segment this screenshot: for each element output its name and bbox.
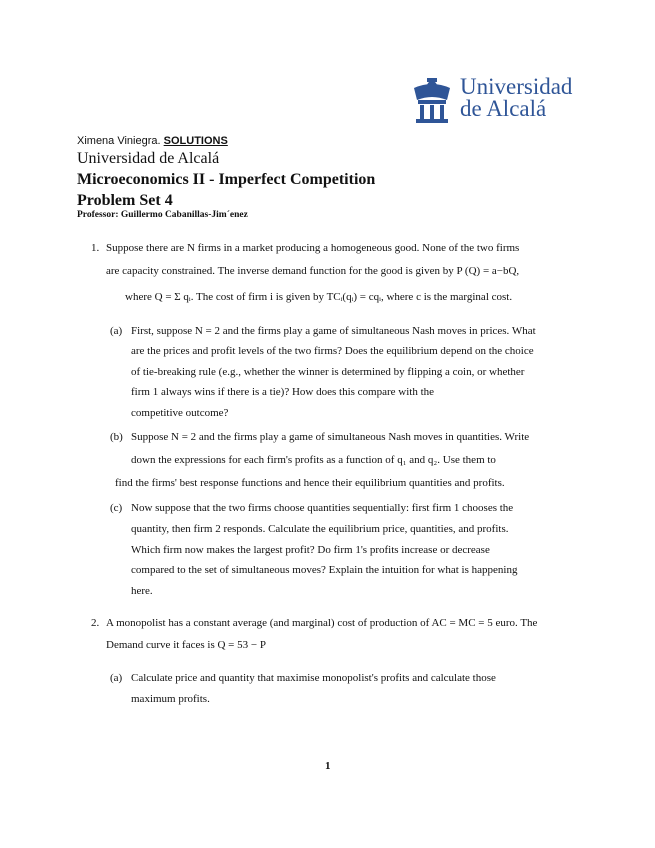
logo-line1: Universidad xyxy=(460,74,573,99)
logo-wordmark xyxy=(460,76,572,120)
q1b-line1: Suppose N = 2 and the firms play a game of simultaneous Nash moves in quantities. Write xyxy=(131,431,530,443)
professor-line: Professor: Guillermo Cabanillas-Jim´enez xyxy=(77,210,248,220)
q1c-line1: Now suppose that the two firms choose quantities sequentially: first firm 1 chooses the xyxy=(131,502,514,514)
q1a-line1: First, suppose N = 2 and the firms play a game of simultaneous Nash moves in prices. What xyxy=(131,325,536,337)
q2-line1: A monopolist has a constant average (and marginal) cost of production of AC = MC = 5 euro. The xyxy=(106,617,538,629)
author-name: Ximena Viniegra. xyxy=(77,135,161,147)
author-line xyxy=(77,135,228,147)
page-number: 1 xyxy=(325,760,331,772)
q2a-label: (a) xyxy=(110,672,123,684)
q2-line2: Demand curve it faces is Q = 53 − P xyxy=(106,639,266,651)
q1a-line4: firm 1 always wins if there is a tie)? How does this compare with the xyxy=(131,386,435,398)
q1a-line5: competitive outcome? xyxy=(131,407,229,419)
problem-set-title: Problem Set 4 xyxy=(77,192,173,209)
q1c-line2: quantity, then firm 2 responds. Calculate the equilibrium price, quantities, and profits. xyxy=(131,523,509,535)
university-title: Universidad de Alcalá xyxy=(77,150,220,167)
q1a-line2: are the prices and profit levels of the two firms? Does the equilibrium depend on the choice xyxy=(131,345,534,357)
q1-line3: where Q = Σ qᵢ. The cost of firm i is given by TCᵢ(qᵢ) = cqᵢ, where c is the marginal cost. xyxy=(125,291,513,303)
q1a-label: (a) xyxy=(110,325,123,337)
q1a-line3: of tie-breaking rule (e.g., whether the winner is determined by flipping a coin, or whether xyxy=(131,366,525,378)
q1b-label: (b) xyxy=(110,431,123,443)
q1c-line3: Which firm now makes the largest profit? Do firm 1's profits increase or decrease xyxy=(131,544,490,556)
q1-line1: Suppose there are N firms in a market producing a homogeneous good. None of the two firms xyxy=(106,242,520,254)
university-logo xyxy=(410,76,580,126)
course-title: Microeconomics II - Imperfect Competition xyxy=(77,171,376,188)
logo-line2: de Alcalá xyxy=(460,96,547,121)
q1-number: 1. xyxy=(91,242,100,254)
q2a-line2: maximum profits. xyxy=(131,693,210,705)
q2a-line1: Calculate price and quantity that maximise monopolist's profits and calculate those xyxy=(131,672,496,684)
q2-number: 2. xyxy=(91,617,100,629)
q1b-line3: find the firms' best response functions and hence their equilibrium quantities and profits. xyxy=(115,477,505,489)
q1b-line2: down the expressions for each firm's profits as a function of q₁ and q₂. Use them to xyxy=(131,454,496,466)
q1c-line4: compared to the set of simultaneous moves? Explain the intuition for what is happening xyxy=(131,564,518,576)
solutions-label: SOLUTIONS xyxy=(163,135,228,147)
crest-icon xyxy=(410,78,454,124)
q1c-line5: here. xyxy=(131,585,153,597)
q1-line2: are capacity constrained. The inverse demand function for the good is given by P (Q) = a−bQ, xyxy=(106,265,520,277)
q1c-label: (c) xyxy=(110,502,123,514)
